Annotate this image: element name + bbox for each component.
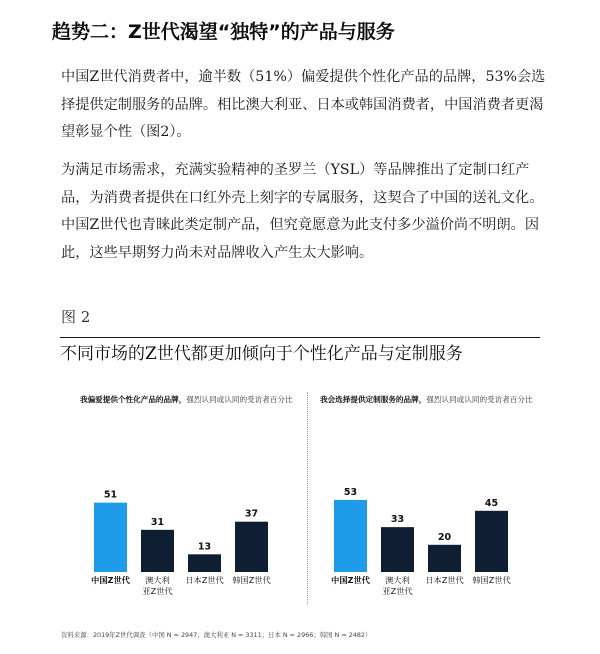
bar-2 xyxy=(141,530,174,572)
bar-value-label: 37 xyxy=(244,508,259,520)
category-label: 中国Z世代 xyxy=(91,575,130,585)
exhibit-rule xyxy=(60,337,540,338)
bar-value-label: 51 xyxy=(103,489,118,501)
bar-3 xyxy=(428,545,461,572)
category-label: 中国Z世代 xyxy=(331,575,370,585)
bar-1 xyxy=(334,500,367,572)
chart-customized-services xyxy=(320,384,548,616)
chart-personalized-products xyxy=(80,384,308,616)
figure-label: 图 2 xyxy=(61,308,91,326)
section-heading: 趋势二：Z世代渴望“独特”的产品与服务 xyxy=(52,21,395,43)
category-label: 澳大利 xyxy=(145,575,170,585)
paragraph-1: 中国Z世代消费者中，逾半数（51%）偏爱提供个性化产品的品牌，53%会选择提供定制服务的品牌。相比澳大利亚、日本或韩国消费者，中国消费者更渴望彰显个性（图2）。 xyxy=(61,69,546,140)
bar-1 xyxy=(94,503,127,572)
bar-chart-svg xyxy=(320,384,548,616)
bar-value-label: 33 xyxy=(390,514,405,526)
category-label: 亚Z世代 xyxy=(382,586,413,596)
category-label: 韩国Z世代 xyxy=(232,575,271,585)
category-label: 韩国Z世代 xyxy=(472,575,511,585)
chart-caption-rest: 强烈认同或认同的受访者百分比 xyxy=(426,395,533,404)
chart-caption-rest: 强烈认同或认同的受访者百分比 xyxy=(186,395,293,404)
bar-2 xyxy=(381,527,414,572)
source-note: 资料来源：2019年Z世代调查（中国 N = 2947；澳大利亚 N = 3311；日本 N = 2966；韩国 N = 2482） xyxy=(61,631,372,639)
bar-value-label: 20 xyxy=(437,531,452,543)
category-label: 澳大利 xyxy=(385,575,410,585)
bar-3 xyxy=(188,554,221,572)
chart-caption-bold: 我偏爱提供个性化产品的品牌， xyxy=(80,395,187,404)
bar-value-label: 13 xyxy=(197,541,212,553)
bar-4 xyxy=(235,522,268,572)
chart-divider xyxy=(307,392,308,604)
category-label: 亚Z世代 xyxy=(142,586,173,596)
chart-caption-bold: 我会选择提供定制服务的品牌， xyxy=(320,395,427,404)
bar-4 xyxy=(475,511,508,572)
category-label: 日本Z世代 xyxy=(185,575,224,585)
bar-value-label: 45 xyxy=(484,497,499,509)
exhibit-title: 不同市场的Z世代都更加倾向于个性化产品与定制服务 xyxy=(60,344,463,364)
bar-chart-svg xyxy=(80,384,308,616)
category-label: 日本Z世代 xyxy=(425,575,464,585)
paragraph-2: 为满足市场需求，充满实验精神的圣罗兰（YSL）等品牌推出了定制口红产品，为消费者提供在口红外壳上刻字的专属服务，这契合了中国的送礼文化。中国Z世代也青睐此类定制产品，但究竟愿意为此支付多少溢价尚不明朗。因此，这些早期努力尚未对品牌收入产生太大影响。 xyxy=(61,162,544,261)
bar-value-label: 53 xyxy=(343,486,358,498)
bar-value-label: 31 xyxy=(150,516,165,528)
